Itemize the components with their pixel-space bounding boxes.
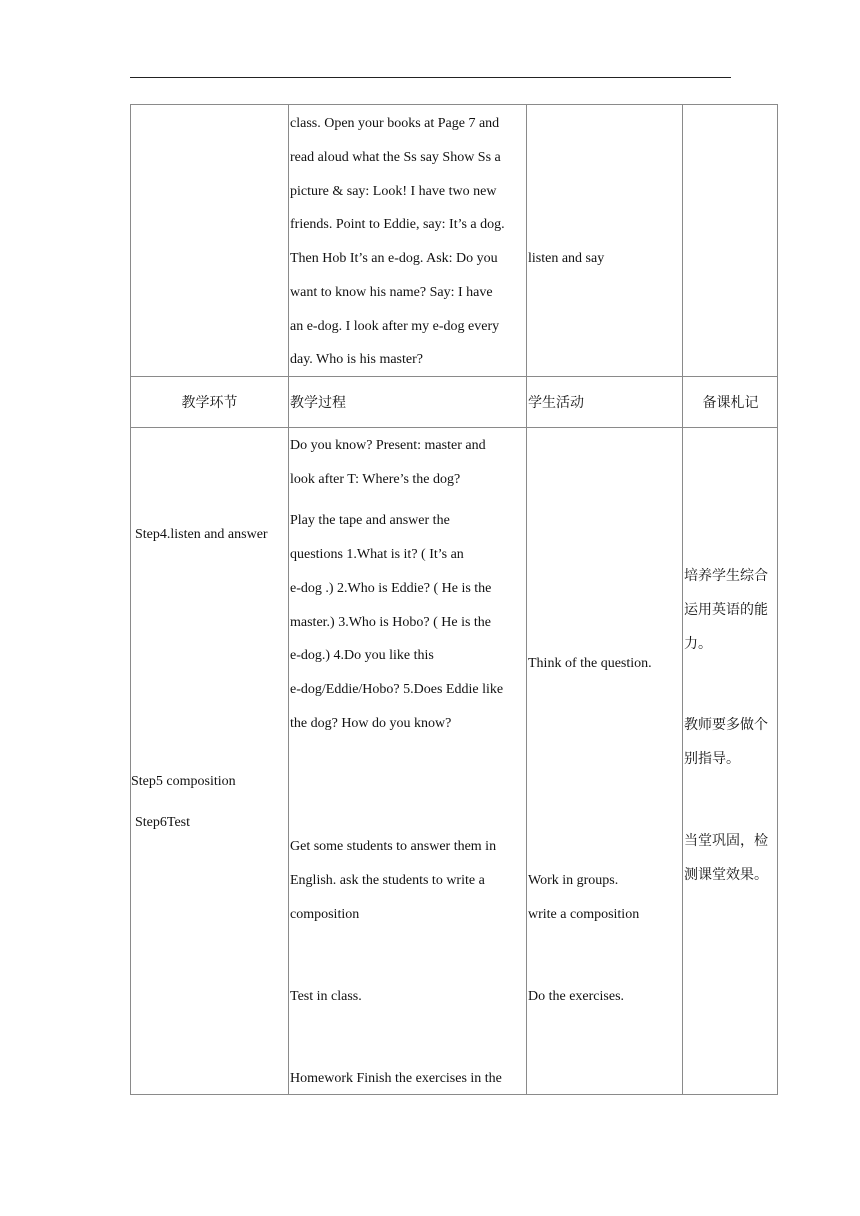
note-line: 当堂巩固，检 (684, 833, 768, 849)
process-line: Get some students to answer them in (290, 839, 497, 854)
process-line: questions 1.What is it? ( It’s an (290, 547, 464, 562)
process-line: Play the tape and answer the (290, 513, 450, 528)
lesson-plan-table (130, 104, 778, 1095)
activity-text: write a composition (528, 907, 640, 922)
column-divider (526, 105, 527, 1094)
activity-text: Think of the question. (528, 656, 652, 671)
column-divider (682, 105, 683, 1094)
process-line: day. Who is his master? (290, 352, 423, 367)
row-divider (131, 427, 777, 428)
note-line: 运用英语的能 (684, 602, 768, 618)
process-line: master.) 3.Who is Hobo? ( He is the (290, 615, 492, 630)
header-activity: 学生活动 (528, 395, 584, 411)
header-stage: 教学环节 (181, 395, 238, 411)
row-divider (131, 376, 777, 377)
process-line: friends. Point to Eddie, say: It’s a dog. (290, 217, 505, 232)
process-line: the dog? How do you know? (290, 716, 452, 731)
note-line: 教师要多做个 (684, 717, 768, 733)
activity-text: Do the exercises. (528, 989, 625, 1004)
step-label: Step5 composition (131, 774, 236, 789)
process-line: picture & say: Look! I have two new (290, 184, 497, 199)
column-divider (288, 105, 289, 1094)
header-process: 教学过程 (290, 395, 346, 411)
process-line: e-dog.) 4.Do you like this (290, 648, 434, 663)
process-line: Homework Finish the exercises in the (290, 1071, 502, 1086)
activity-text: Work in groups. (528, 873, 619, 888)
process-line: English. ask the students to write a (290, 873, 485, 888)
process-line: Do you know? Present: master and (290, 438, 486, 453)
activity-text: listen and say (528, 251, 605, 266)
process-line: Test in class. (290, 989, 362, 1004)
note-line: 力。 (684, 636, 712, 652)
process-line: Then Hob It’s an e-dog. Ask: Do you (290, 251, 498, 266)
process-line: composition (290, 907, 360, 922)
header-notes: 备课札记 (702, 395, 759, 411)
process-line: look after T: Where’s the dog? (290, 472, 461, 487)
process-line: e-dog/Eddie/Hobo? 5.Does Eddie like (290, 682, 504, 697)
note-line: 测课堂效果。 (684, 867, 768, 883)
header-rule (130, 77, 731, 78)
process-line: e-dog .) 2.Who is Eddie? ( He is the (290, 581, 492, 596)
process-line: an e-dog. I look after my e-dog every (290, 319, 500, 334)
process-line: class. Open your books at Page 7 and (290, 116, 500, 131)
process-line: read aloud what the Ss say Show Ss a (290, 150, 501, 165)
step-label: Step4.listen and answer (135, 527, 268, 542)
note-line: 别指导。 (684, 751, 740, 767)
step-label: Step6Test (135, 815, 191, 830)
note-line: 培养学生综合 (684, 568, 768, 584)
process-line: want to know his name? Say: I have (290, 285, 493, 300)
